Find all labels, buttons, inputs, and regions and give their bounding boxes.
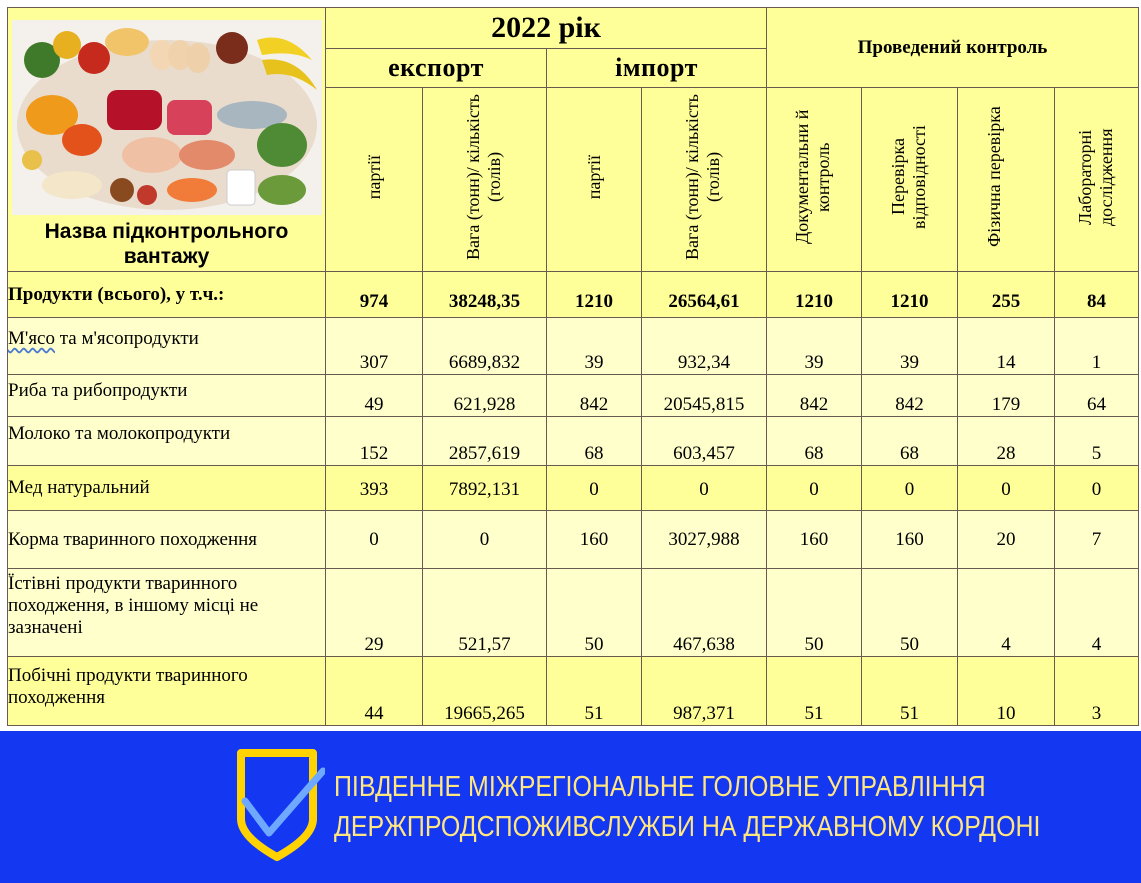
export-parties-header: партії (326, 88, 423, 272)
import-weight-header: Вага (тонн)/ кількість (голів) (642, 88, 767, 272)
cell: 49 (326, 375, 423, 417)
cell: 26564,61 (642, 272, 767, 318)
cell: 14 (958, 318, 1055, 375)
cell: 0 (1055, 466, 1139, 511)
cell: 1210 (547, 272, 642, 318)
cell: 3027,988 (642, 511, 767, 569)
row-name: Побічні продукти тваринного походження (8, 657, 326, 726)
cell: 51 (547, 657, 642, 726)
cell: 84 (1055, 272, 1139, 318)
table-row (8, 511, 1139, 569)
import-header: імпорт (547, 49, 767, 88)
cell: 603,457 (642, 417, 767, 466)
cell: 160 (862, 511, 958, 569)
doc-control-header: Документальни й контроль (767, 88, 862, 272)
cell: 0 (423, 511, 547, 569)
cell: 50 (862, 569, 958, 657)
year-header: 2022 рік (326, 8, 767, 49)
cell: 842 (547, 375, 642, 417)
cell: 974 (326, 272, 423, 318)
statistics-table (7, 7, 1139, 726)
physical-header: Фізична перевірка (958, 88, 1055, 272)
cell: 393 (326, 466, 423, 511)
export-weight-header: Вага (тонн)/ кількість (голів) (423, 88, 547, 272)
cell: 50 (767, 569, 862, 657)
cell: 20545,815 (642, 375, 767, 417)
table-row (8, 569, 1139, 657)
row-name: Продукти (всього), у т.ч.: (8, 272, 326, 318)
cell: 521,57 (423, 569, 547, 657)
cell: 1210 (862, 272, 958, 318)
row-name: Корма тваринного походження (8, 511, 326, 569)
control-header: Проведений контроль (767, 8, 1139, 88)
cell: 2857,619 (423, 417, 547, 466)
cell: 1210 (767, 272, 862, 318)
cell: 152 (326, 417, 423, 466)
organization-name-line1: ПІВДЕННЕ МІЖРЕГІОНАЛЬНЕ ГОЛОВНЕ УПРАВЛІННЯ (334, 771, 986, 803)
cell: 1 (1055, 318, 1139, 375)
cell: 19665,265 (423, 657, 547, 726)
cell: 39 (767, 318, 862, 375)
cell: 3 (1055, 657, 1139, 726)
table-row (8, 466, 1139, 511)
cell: 0 (767, 466, 862, 511)
lab-header: Лабораторні дослідження (1055, 88, 1139, 272)
cell: 6689,832 (423, 318, 547, 375)
cell: 29 (326, 569, 423, 657)
row-name: М'ясо та м'ясопродукти (8, 318, 326, 375)
row-name: Молоко та молокопродукти (8, 417, 326, 466)
cell: 0 (642, 466, 767, 511)
cell: 39 (547, 318, 642, 375)
cell: 64 (1055, 375, 1139, 417)
cell: 38248,35 (423, 272, 547, 318)
footer-banner (0, 731, 1141, 883)
cell: 51 (862, 657, 958, 726)
cell: 50 (547, 569, 642, 657)
cell: 28 (958, 417, 1055, 466)
import-parties-header: партії (547, 88, 642, 272)
name-column-header: Назва підконтрольного вантажу (44, 220, 289, 268)
cell: 5 (1055, 417, 1139, 466)
cell: 7892,131 (423, 466, 547, 511)
cell: 842 (767, 375, 862, 417)
row-name: Мед натуральний (8, 466, 326, 511)
cell: 51 (767, 657, 862, 726)
cell: 0 (547, 466, 642, 511)
shield-check-icon (235, 749, 325, 861)
cell: 4 (958, 569, 1055, 657)
cell: 467,638 (642, 569, 767, 657)
cell: 44 (326, 657, 423, 726)
cell: 39 (862, 318, 958, 375)
cell: 10 (958, 657, 1055, 726)
cell: 20 (958, 511, 1055, 569)
table-row (8, 272, 1139, 318)
organization-name-line2: ДЕРЖПРОДСПОЖИВСЛУЖБИ НА ДЕРЖАВНОМУ КОРДОНІ (334, 811, 1041, 843)
cell: 307 (326, 318, 423, 375)
cell: 68 (767, 417, 862, 466)
export-header: експорт (326, 49, 547, 88)
cell: 7 (1055, 511, 1139, 569)
row-name: Їстівні продукти тваринного походження, в іншому місці не зазначені (8, 569, 326, 657)
cell: 68 (547, 417, 642, 466)
cell: 160 (767, 511, 862, 569)
cell: 4 (1055, 569, 1139, 657)
table-row (8, 375, 1139, 417)
cell: 255 (958, 272, 1055, 318)
cell: 987,371 (642, 657, 767, 726)
cell: 0 (958, 466, 1055, 511)
cell: 179 (958, 375, 1055, 417)
cell: 160 (547, 511, 642, 569)
food-products-photo (12, 20, 322, 215)
cell: 842 (862, 375, 958, 417)
row-name: Риба та рибопродукти (8, 375, 326, 417)
cell: 68 (862, 417, 958, 466)
organization-name (334, 767, 1040, 847)
cell: 621,928 (423, 375, 547, 417)
conformity-header: Перевірка відповідності (862, 88, 958, 272)
table-row (8, 417, 1139, 466)
cell: 0 (862, 466, 958, 511)
cell: 932,34 (642, 318, 767, 375)
table-row (8, 657, 1139, 726)
table-row (8, 318, 1139, 375)
cell: 0 (326, 511, 423, 569)
corner-header-cell (8, 8, 326, 272)
